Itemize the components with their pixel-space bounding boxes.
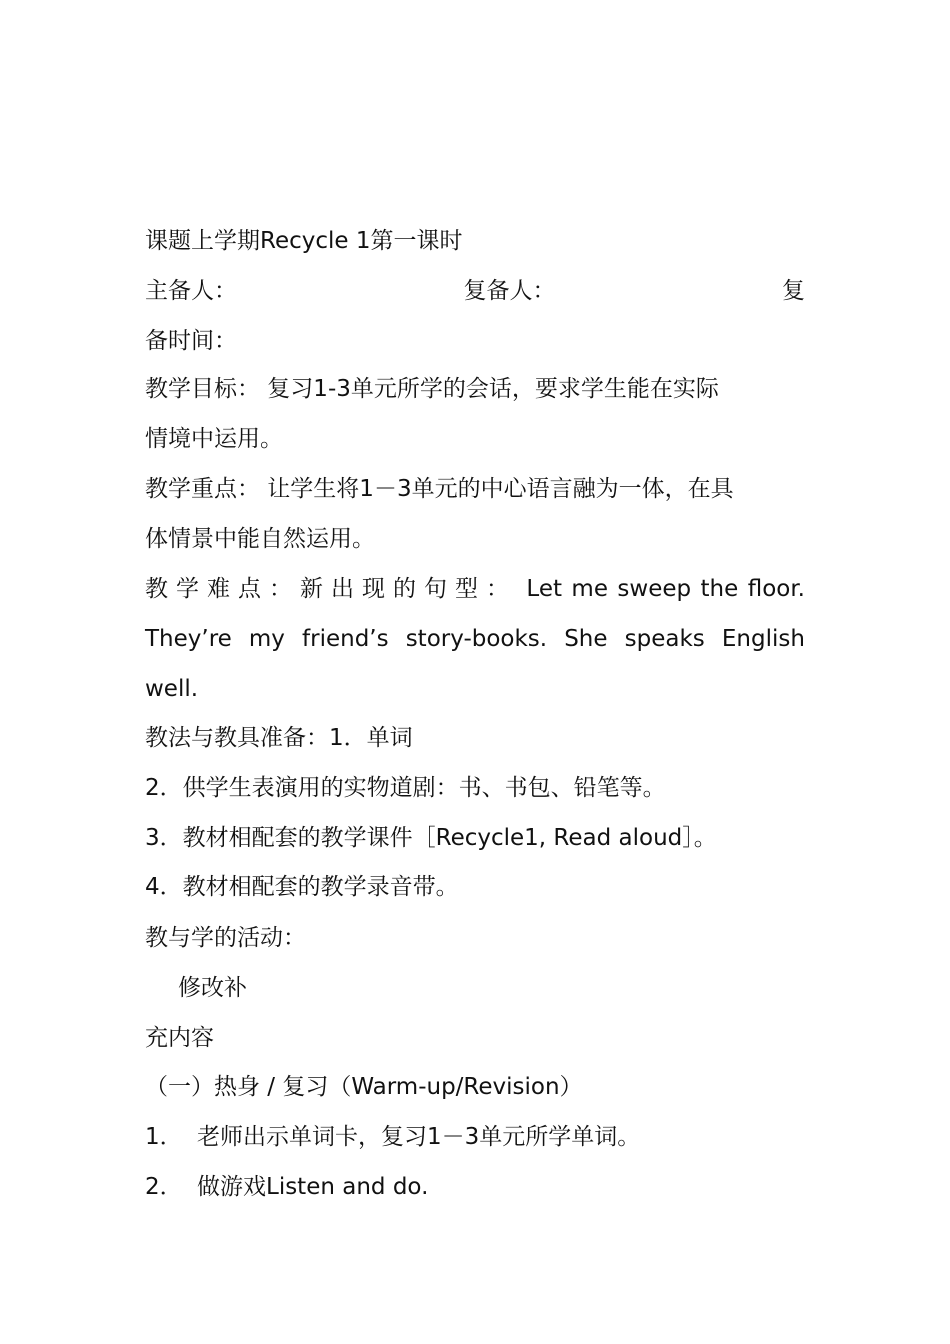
list-item (145, 1172, 805, 1202)
main-preparer-label: 主备人： (145, 278, 237, 304)
difficulties-word: 教学难点：新出现的句型： (145, 576, 517, 602)
methods-item-3: 3．教材相配套的教学课件［Recycle1, Read aloud］。 (145, 825, 717, 851)
co-prep-time-label-first: 复 (782, 278, 805, 304)
difficulties-word: the (700, 576, 739, 602)
preparers-row (145, 276, 805, 306)
methods-item-2: 2．供学生表演用的实物道剧：书、书包、铅笔等。 (145, 775, 666, 801)
difficulties-word: They’re (145, 626, 232, 652)
difficulties-line-2 (145, 624, 805, 654)
list-item-text: 老师出示单词卡，复习1－3单元所学单词。 (197, 1124, 641, 1150)
difficulties-word: speaks (624, 626, 705, 652)
activities-heading: 教与学的活动： (145, 925, 306, 951)
list-item-number: 1． (145, 1124, 183, 1150)
difficulties-line-1 (145, 574, 805, 604)
methods-item-4: 4．教材相配套的教学录音带。 (145, 874, 459, 900)
list-item-number: 2． (145, 1174, 183, 1200)
difficulties-line-3: well. (145, 676, 199, 702)
list-item (145, 1122, 805, 1152)
co-prep-time-label: 备时间： (145, 328, 237, 354)
lesson-title: 课题上学期Recycle 1第一课时 (145, 228, 463, 254)
difficulties-word: English (721, 626, 805, 652)
revise-label-1: 修改补 (178, 975, 247, 1001)
difficulties-word: my (248, 626, 285, 652)
methods-heading: 教法与教具准备：1．单词 (145, 725, 413, 751)
difficulties-word: floor. (747, 576, 805, 602)
difficulties-word: me (571, 576, 608, 602)
objectives-line-2: 情境中运用。 (145, 426, 283, 452)
difficulties-word: friend’s (302, 626, 389, 652)
section-warmup-heading: （一）热身 / 复习（Warm-up/Revision） (145, 1074, 583, 1100)
difficulties-word: sweep (617, 576, 692, 602)
difficulties-word: story-books. (405, 626, 548, 652)
difficulties-word: Let (526, 576, 562, 602)
key-points-line-2: 体情景中能自然运用。 (145, 526, 375, 552)
co-preparer-label: 复备人： (463, 278, 556, 304)
revise-label-2: 充内容 (145, 1025, 214, 1051)
list-item-text: 做游戏Listen and do. (197, 1174, 429, 1200)
key-points-line-1: 教学重点： 让学生将1－3单元的中心语言融为一体，在具 (145, 476, 734, 502)
objectives-line-1: 教学目标： 复习1-3单元所学的会话，要求学生能在实际 (145, 376, 719, 402)
difficulties-word: She (564, 626, 608, 652)
